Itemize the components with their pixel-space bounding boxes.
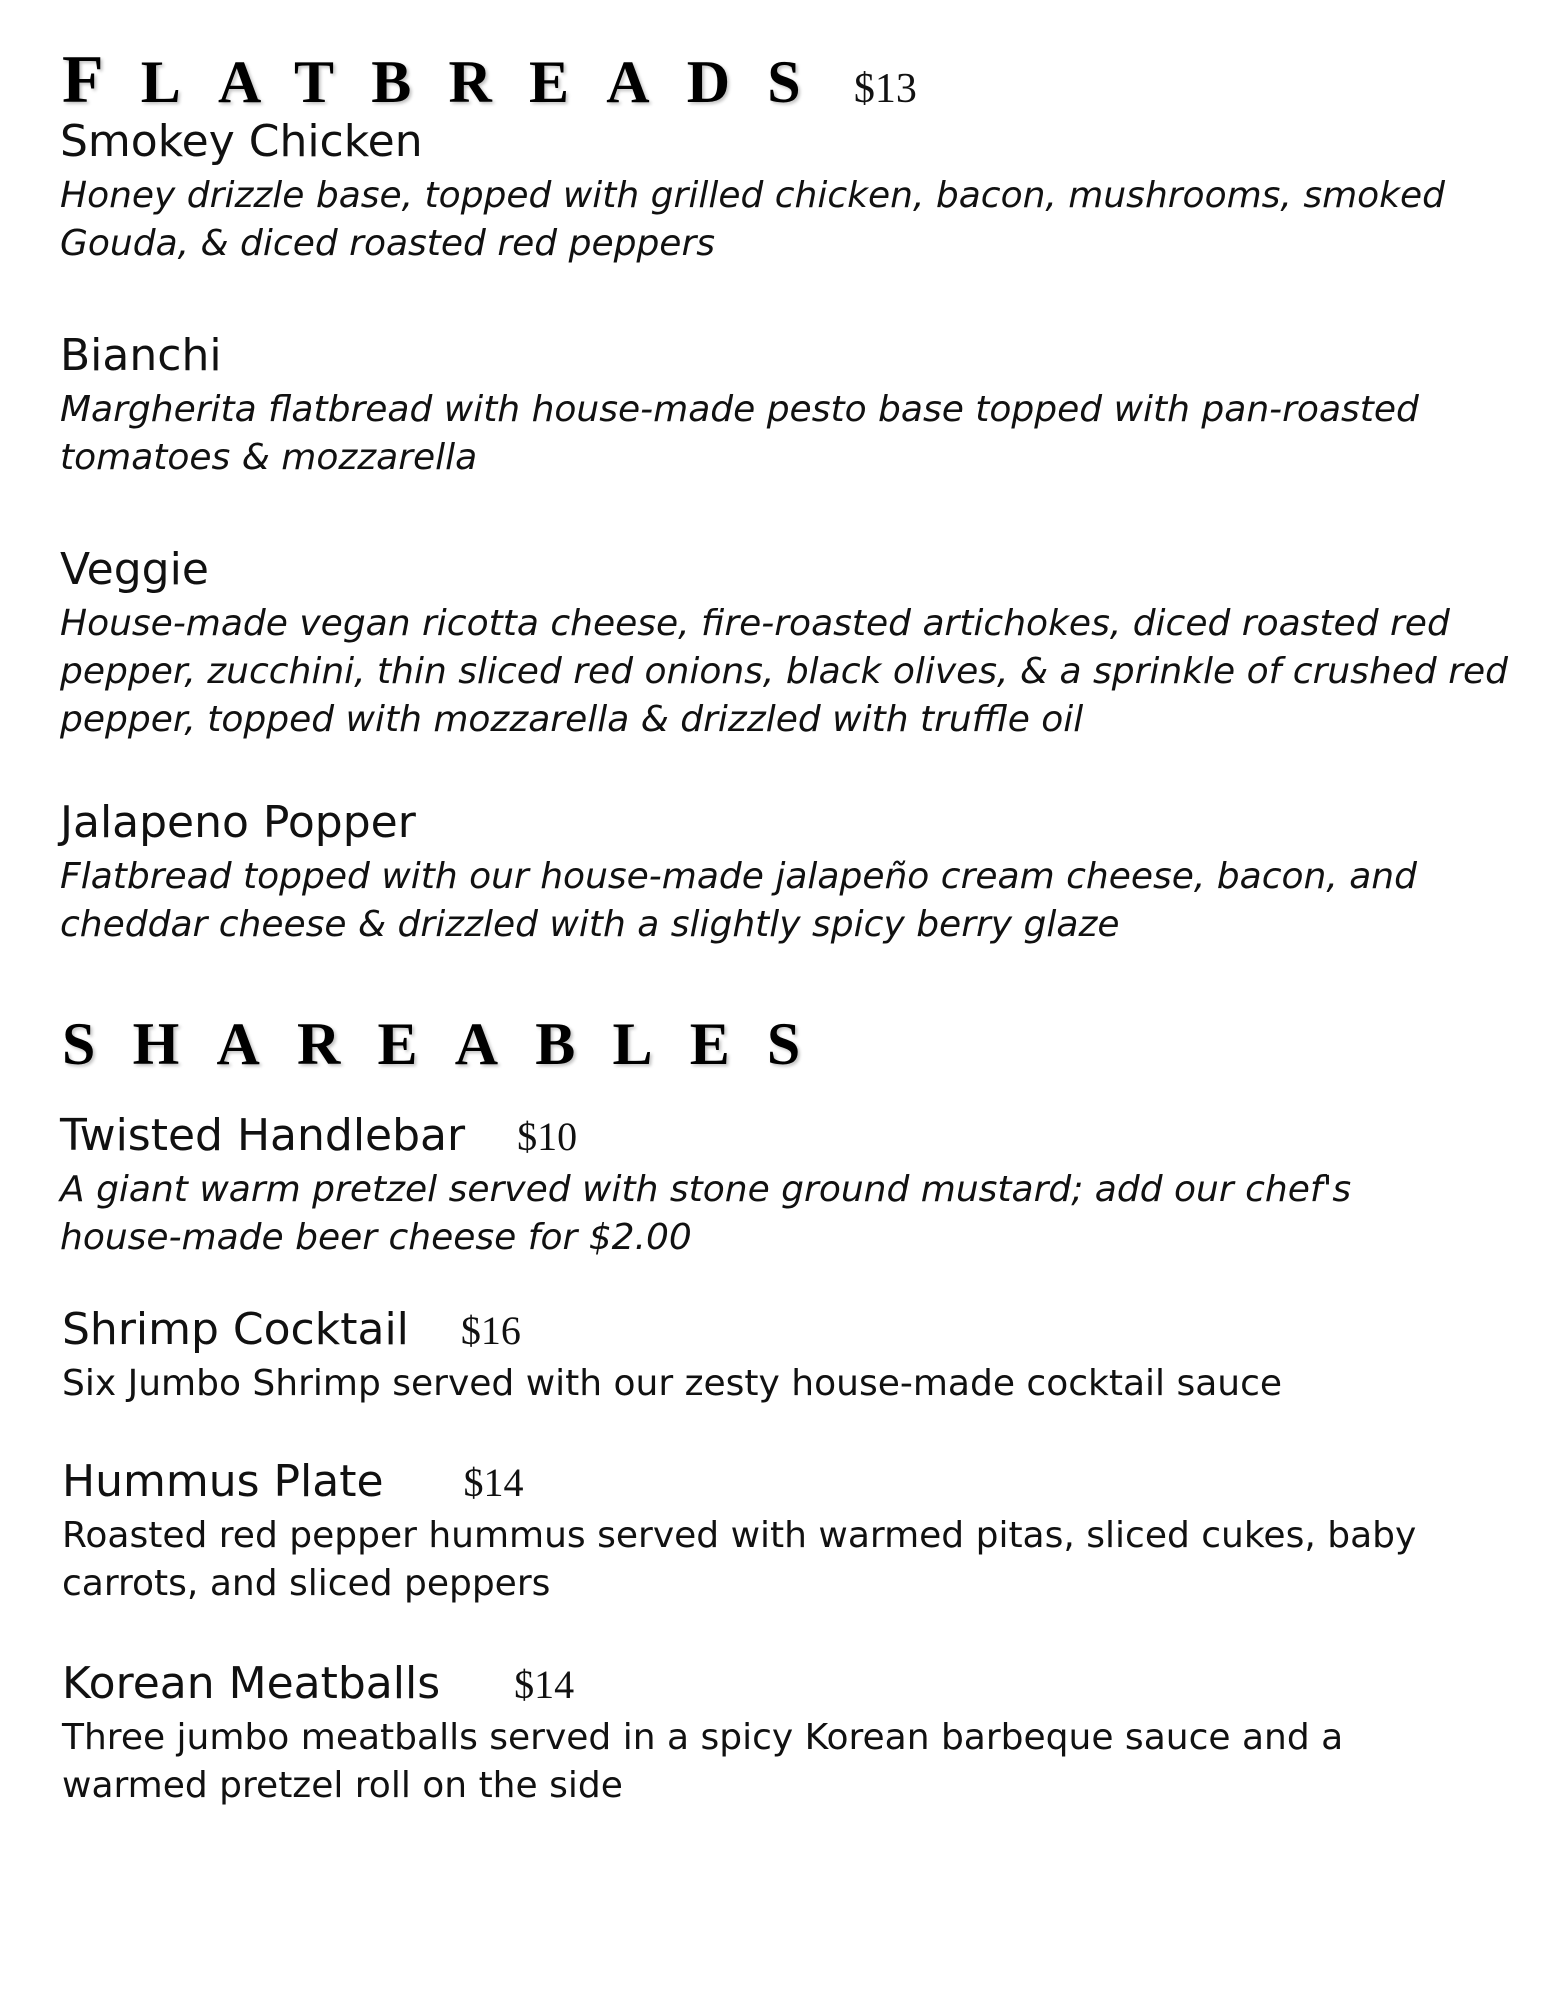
menu-item-bianchi bbox=[60, 326, 1520, 482]
item-price: $14 bbox=[463, 1460, 524, 1505]
flatbreads-price: $13 bbox=[853, 66, 917, 112]
menu-item-shrimp-cocktail bbox=[62, 1300, 1522, 1408]
item-name: Hummus Plate bbox=[62, 1456, 384, 1507]
item-name: Twisted Handlebar bbox=[60, 1110, 466, 1161]
item-description: Six Jumbo Shrimp served with our zesty house-made cocktail sauce bbox=[62, 1363, 1283, 1404]
item-description: Honey drizzle base, topped with grilled chicken, bacon, mushrooms, smoked Gouda, & diced roasted red peppers bbox=[60, 175, 1446, 264]
item-name: Bianchi bbox=[60, 330, 222, 381]
item-name: Jalapeno Popper bbox=[60, 797, 416, 848]
shareables-title: SHAREABLES bbox=[62, 1011, 838, 1077]
flatbreads-title: FLATBREADS bbox=[62, 41, 838, 117]
item-price: $14 bbox=[514, 1662, 575, 1707]
menu-item-korean-meatballs bbox=[62, 1654, 1522, 1810]
flatbreads-heading bbox=[62, 40, 917, 119]
item-name: Veggie bbox=[60, 544, 209, 595]
item-name: Smokey Chicken bbox=[60, 116, 423, 167]
item-name: Shrimp Cocktail bbox=[62, 1304, 409, 1355]
item-description: Margherita flatbread with house-made pesto base topped with pan-roasted tomatoes & mozzarella bbox=[60, 389, 1419, 478]
item-description: Flatbread topped with our house-made jalapeño cream cheese, bacon, and cheddar cheese & drizzled with a slightly spicy berry glaze bbox=[60, 856, 1417, 945]
menu-item-jalapeno-popper bbox=[60, 793, 1520, 949]
item-description: Three jumbo meatballs served in a spicy Korean barbeque sauce and a warmed pretzel roll on the side bbox=[62, 1717, 1344, 1806]
item-name: Korean Meatballs bbox=[62, 1658, 441, 1709]
item-description: Roasted red pepper hummus served with warmed pitas, sliced cukes, baby carrots, and sliced peppers bbox=[62, 1515, 1417, 1604]
menu-item-veggie bbox=[60, 540, 1520, 744]
shareables-heading bbox=[62, 1010, 837, 1079]
item-price: $10 bbox=[517, 1114, 578, 1159]
menu-item-twisted-handlebar bbox=[60, 1106, 1520, 1262]
item-price: $16 bbox=[460, 1308, 521, 1353]
menu-item-hummus-plate bbox=[62, 1452, 1522, 1608]
item-description: A giant warm pretzel served with stone ground mustard; add our chef's house-made beer cheese for $2.00 bbox=[60, 1169, 1352, 1258]
menu-item-smokey-chicken bbox=[60, 112, 1520, 268]
item-description: House-made vegan ricotta cheese, fire-roasted artichokes, diced roasted red pepper, zucchini, thin sliced red onions, black olives, & a sprinkle of crushed red pepper, topped with mozzarella & drizzled with truffle oil bbox=[60, 603, 1508, 740]
